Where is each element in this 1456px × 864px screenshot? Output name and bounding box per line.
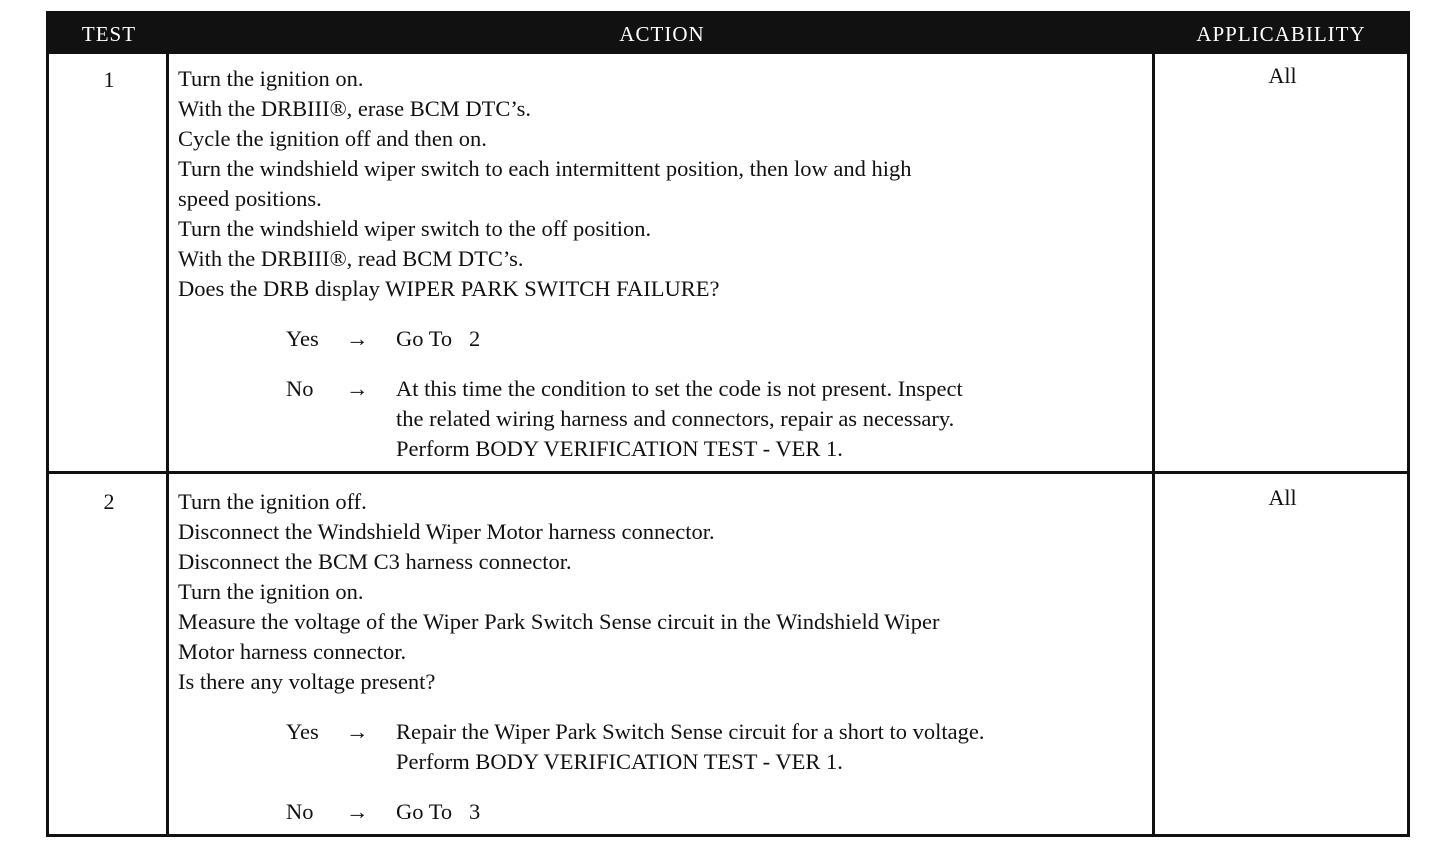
arrow-right-icon: → [346,799,369,824]
branch-yes [286,324,1153,354]
answer-no: No [286,376,314,401]
step: Is there any voltage present? [178,669,436,694]
applicability-1: All [1268,63,1297,88]
branch-no [286,374,1153,464]
result-line: Perform BODY VERIFICATION TEST - VER 1. [396,749,843,774]
step: Disconnect the Windshield Wiper Motor harness connector. [178,519,715,544]
step: Motor harness connector. [178,639,407,664]
answer-no: No [286,799,314,824]
result-line: Repair the Wiper Park Switch Sense circuit for a short to voltage. [396,719,985,744]
branch-result [396,324,1153,354]
test-number-2: 2 [103,489,115,514]
test-number-1: 1 [103,67,115,92]
step: Turn the windshield wiper switch to the off position. [178,216,652,241]
result-line: Go To 3 [396,799,481,824]
step: Measure the voltage of the Wiper Park Switch Sense circuit in the Windshield Wiper [178,609,940,634]
step: Does the DRB display WIPER PARK SWITCH FAILURE? [178,276,720,301]
answer-yes: Yes [286,719,319,744]
branch-result [396,717,1153,777]
step: Turn the ignition on. [178,66,364,91]
step: Disconnect the BCM C3 harness connector. [178,549,572,574]
result-line: Go To 2 [396,326,481,351]
arrow-right-icon: → [346,376,369,401]
step: Cycle the ignition off and then on. [178,126,487,151]
result-line: Perform BODY VERIFICATION TEST - VER 1. [396,436,843,461]
branch-result [396,374,1153,464]
step: speed positions. [178,186,322,211]
result-line: At this time the condition to set the code is not present. Inspect [396,376,963,401]
step: Turn the ignition off. [178,489,367,514]
branch-yes [286,717,1153,777]
table-header [49,14,1407,54]
arrow-right-icon: → [346,719,369,744]
applicability-2: All [1268,485,1297,510]
row-divider [49,471,1407,474]
column-divider-test [166,54,169,834]
action-test-2 [178,487,1153,827]
action-test-1 [178,64,1153,464]
answer-yes: Yes [286,326,319,351]
header-applicability: APPLICABILITY [1196,22,1366,46]
step: Turn the ignition on. [178,579,364,604]
arrow-right-icon: → [346,326,369,351]
diagnostic-table [46,11,1410,837]
step: With the DRBIII®, erase BCM DTC’s. [178,96,532,121]
result-line: the related wiring harness and connectors, repair as necessary. [396,406,955,431]
branch-no [286,797,1153,827]
header-test: TEST [81,22,137,46]
branch-result [396,797,1153,827]
header-action: ACTION [619,22,705,46]
step: With the DRBIII®, read BCM DTC’s. [178,246,524,271]
step: Turn the windshield wiper switch to each intermittent position, then low and high [178,156,912,181]
